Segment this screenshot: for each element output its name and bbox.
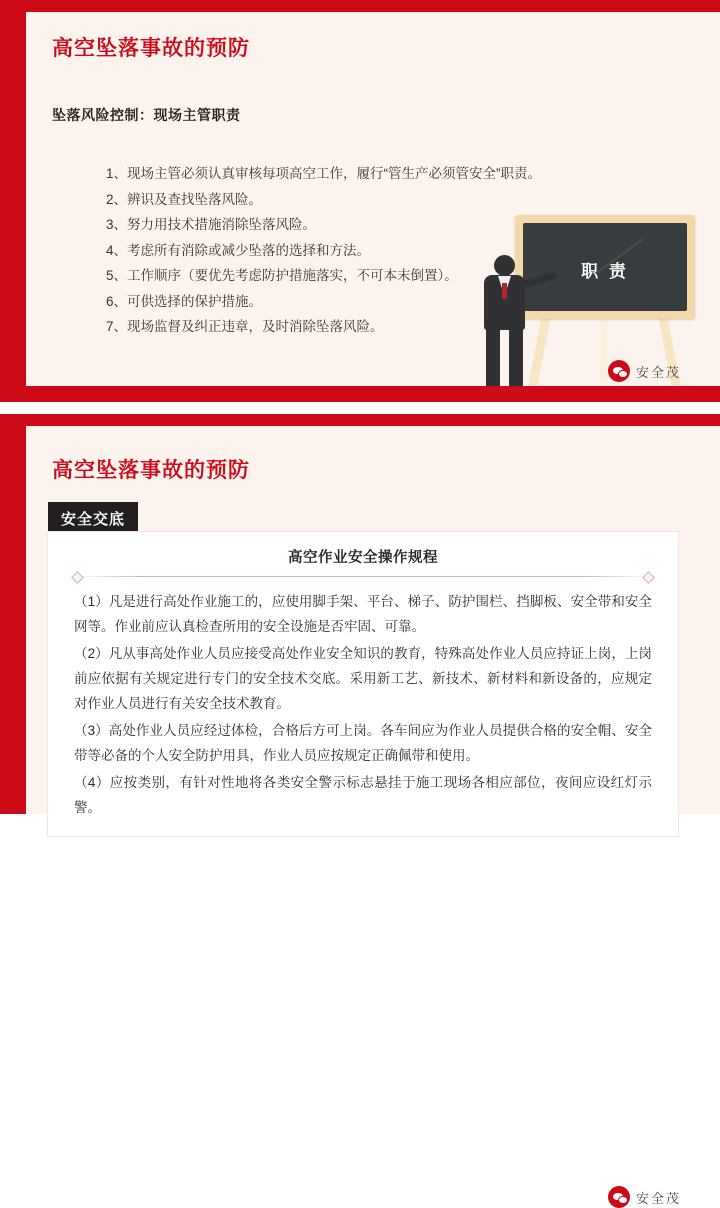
slide2-tag-badge: 安全交底 (48, 502, 138, 536)
list-item: 3、努力用技术措施消除坠落风险。 (106, 217, 317, 232)
card-divider (73, 576, 653, 577)
list-item: 4、考虑所有消除或减少坠落的选择和方法。 (106, 242, 371, 258)
presenter-figure-icon (472, 255, 542, 390)
list-item: 7、现场监督及纠正违章，及时消除坠落风险。 (106, 319, 384, 334)
list-item: 1、现场主管必须认真审核每项高空工作，履行“管生产必须管安全”职责。 (106, 166, 541, 181)
slide1-bottom-bar (0, 386, 720, 402)
slide-1 (0, 0, 720, 402)
wechat-watermark-label: 安全茂 (636, 1190, 682, 1206)
slide2-title: 高空坠落事故的预防 (52, 459, 250, 482)
slide1-title: 高空坠落事故的预防 (52, 37, 250, 60)
wechat-watermark (608, 360, 681, 382)
slide-2 (0, 414, 720, 1206)
paragraph: （1）凡是进行高处作业施工的，应使用脚手架、平台、梯子、防护围栏、挡脚板、安全带和安全网等。作业前应认真检查所用的安全设施是否牢固、可靠。 (74, 594, 652, 634)
figure-tie (502, 283, 507, 299)
figure-head (494, 255, 515, 276)
figure-leg-left (486, 327, 500, 387)
paragraph: （2）凡从事高处作业人员应接受高处作业安全知识的教育，特殊高处作业人员应持证上岗，上岗前应依据有关规定进行专门的安全技术交底。采用新工艺、新技术、新材料和新设备的，应规定对作业人员进行有关安全技术教育。 (74, 646, 652, 711)
paragraph: （4）应按类别，有针对性地将各类安全警示标志悬挂于施工现场各相应部位，夜间应设红灯示警。 (74, 775, 652, 815)
list-item: 6、可供选择的保护措施。 (106, 293, 263, 309)
figure-leg-right (509, 327, 523, 387)
slide2-content-card (48, 532, 678, 836)
easel-leg-middle (600, 315, 607, 383)
card-title: 高空作业安全操作规程 (288, 550, 438, 566)
wechat-watermark-label: 安全茂 (636, 364, 682, 380)
wechat-logo-icon (608, 360, 630, 382)
slide1-subtitle: 坠落风险控制：现场主管职责 (52, 107, 241, 123)
wechat-logo-icon (608, 1186, 630, 1208)
list-item: 2、辨识及查找坠落风险。 (106, 191, 263, 207)
list-item: 5、工作顺序（要优先考虑防护措施落实，不可本末倒置）。 (106, 268, 458, 283)
slide2-left-bar (0, 414, 26, 814)
card-body (48, 577, 678, 836)
blackboard-text: 职 责 (581, 262, 629, 281)
slide2-top-bar (0, 414, 720, 426)
slide-separator (0, 402, 720, 414)
paragraph: （3）高处作业人员应经过体检，合格后方可上岗。各车间应为作业人员提供合格的安全帽、安全带等必备的个人安全防护用具，作业人员应按规定正确佩带和使用。 (74, 723, 652, 763)
slide1-top-bar (0, 0, 720, 12)
wechat-watermark (608, 1186, 681, 1208)
slide1-left-bar (0, 0, 26, 402)
